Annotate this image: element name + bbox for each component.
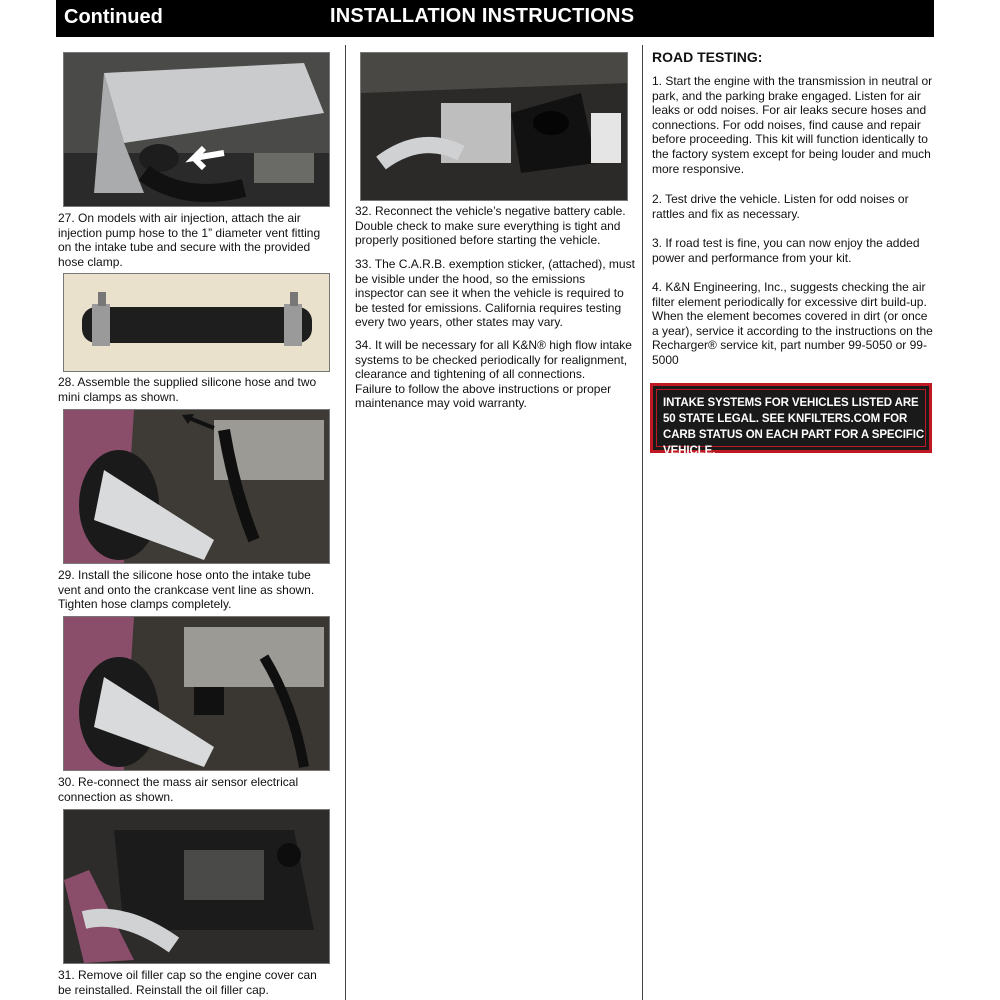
step28-photo <box>63 273 330 372</box>
warranty-text: Failure to follow the above instructions or proper maintenance may void warranty. <box>355 381 612 411</box>
step33-text: 33. The C.A.R.B. exemption sticker, (attached), must be visible under the hood, so the emissions inspector can see it when the vehicle is required to be tested for emissions. California requires testing every two years, other states may vary. <box>355 257 635 330</box>
step27-text: 27. On models with air injection, attach the air injection pump hose to the 1” diameter vent fitting on the intake tube and secure with the provided hose clamp. <box>58 211 321 269</box>
step30-photo <box>63 616 330 771</box>
column-divider <box>345 45 346 1000</box>
road-test-step2: 2. Test drive the vehicle. Listen for odd noises or rattles and fix as necessary. <box>652 192 909 221</box>
road-test-step4: 4. K&N Engineering, Inc., suggests checking the air filter element periodically for excessive dirt build-up. When the element becomes covered in dirt (or once a year), service it according to the instructions on the Recharger® service kit, part number 99-5050 or 99-5000 <box>652 280 933 367</box>
page-title: INSTALLATION INSTRUCTIONS <box>330 5 635 27</box>
step29-photo <box>63 409 330 564</box>
step31-photo <box>63 809 330 964</box>
step34-text: 34. It will be necessary for all K&N® high flow intake systems to be checked periodically for realignment, clearance and tightening of all connections. Failure to follow the above instructions or proper maintenance may void warranty. <box>355 338 635 411</box>
step30-text: 30. Re-connect the mass air sensor electrical connection as shown. <box>58 775 299 804</box>
step31-text: 31. Remove oil filler cap so the engine cover can be reinstalled. Reinstall the oil filler cap. <box>58 968 317 997</box>
step32-text: 32. Reconnect the vehicle’s negative battery cable. Double check to make sure everything is tight and properly positioned before starting the vehicle. <box>355 204 626 248</box>
step27-photo <box>63 52 330 207</box>
page-header <box>56 0 934 37</box>
road-test-step1: 1. Start the engine with the transmission in neutral or park, and the parking brake engaged. Listen for air leaks or odd noises. For air leaks secure hoses and connections. For odd noises, find cause and repair before proceeding. This kit will function identically to the factory system except for being louder and much more responsive. <box>652 74 933 176</box>
carb-notice-text: INTAKE SYSTEMS FOR VEHICLES LISTED ARE 50 STATE LEGAL. SEE KNFILTERS.COM FOR CARB STATUS ON EACH PART FOR A SPECIFIC VEHICLE. <box>663 397 925 457</box>
column-divider <box>642 45 643 1000</box>
step32-photo <box>360 52 628 201</box>
step29-text: 29. Install the silicone hose onto the intake tube vent and onto the crankcase vent line as shown. Tighten hose clamps completely. <box>58 568 315 612</box>
carb-notice-box <box>650 383 932 457</box>
road-testing-heading: ROAD TESTING: <box>652 49 763 65</box>
step28-text: 28. Assemble the supplied silicone hose and two mini clamps as shown. <box>58 375 317 404</box>
continued-label: Continued <box>64 6 163 28</box>
road-test-step3: 3. If road test is fine, you can now enjoy the added power and performance from your kit. <box>652 236 920 265</box>
